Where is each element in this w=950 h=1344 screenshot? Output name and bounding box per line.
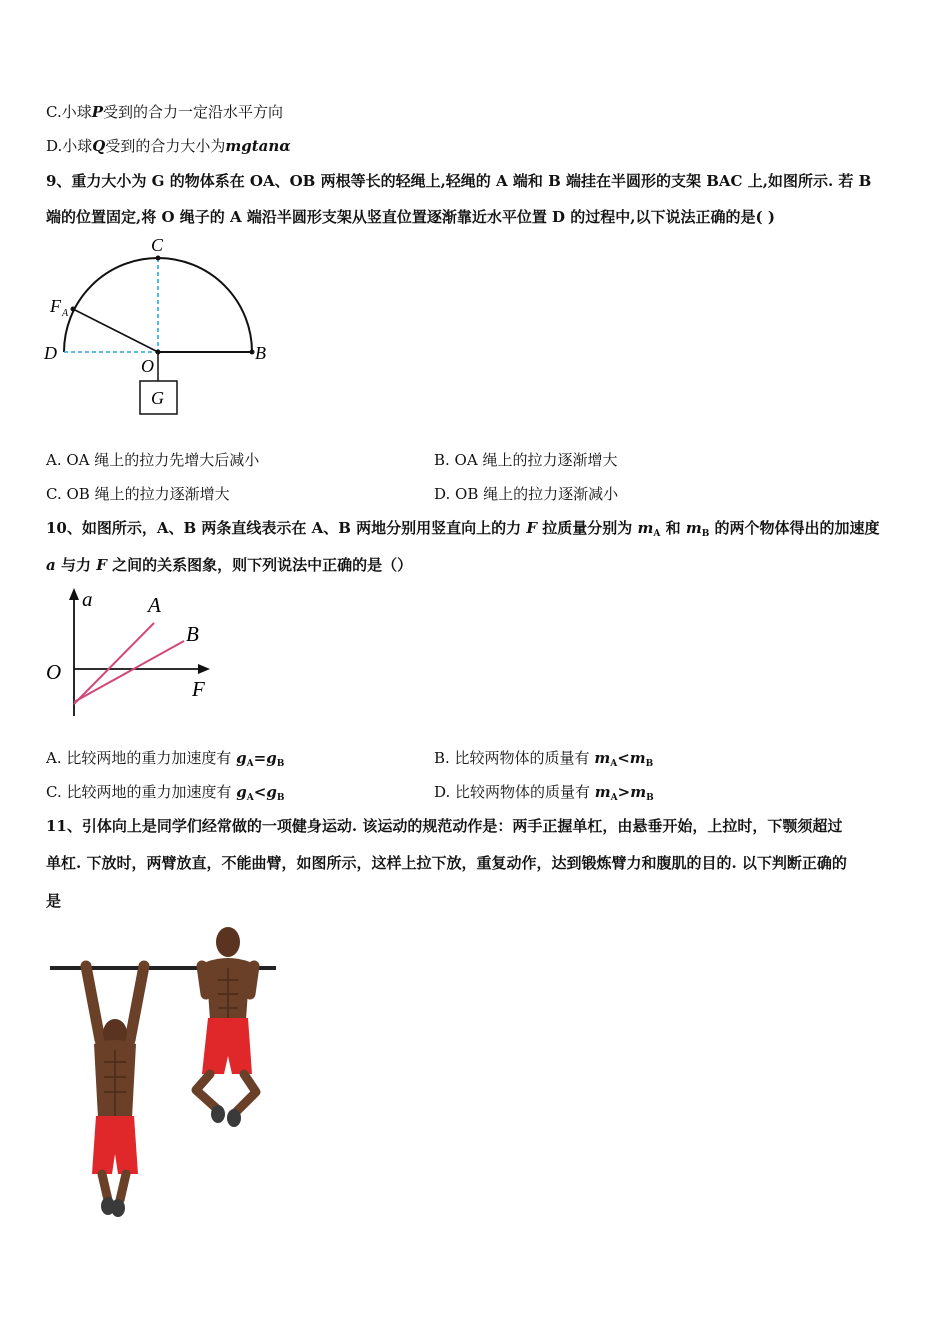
label-f: F: [50, 296, 61, 316]
point-o: [156, 350, 161, 355]
point-a: [71, 307, 76, 312]
label-g: G: [151, 388, 164, 408]
figure-pulled-up: [196, 927, 256, 1127]
q10-option-d[interactable]: D. 比较两物体的质量有 $m_A>m_B$: [434, 783, 654, 803]
q9-option-d[interactable]: D. OB 绳上的拉力逐渐减小: [434, 485, 619, 503]
figure-hanging: [86, 966, 144, 1217]
label-d: D: [44, 343, 57, 363]
label-b: B: [255, 343, 266, 363]
x-axis-arrow: [198, 664, 210, 674]
q10-a-f-graph: [40, 584, 220, 724]
label-a-axis: a: [82, 587, 93, 611]
q10-stem-line2: a 与力 F 之间的关系图象，则下列说法中正确的是（）: [46, 556, 413, 574]
q8-option-d: D.小球Q受到的合力大小为mgtanα: [46, 137, 291, 155]
q9-stem-line1: 9、重力大小为 G 的物体系在 OA、OB 两根等长的轻绳上,轻绳的 A 端和 B 端挂在半圆形的支架 BAC 上,如图所示. 若 B: [46, 172, 872, 190]
q9-option-a[interactable]: A. OA 绳上的拉力先增大后减小: [46, 451, 260, 469]
q9-option-b[interactable]: B. OA 绳上的拉力逐渐增大: [434, 451, 618, 469]
q9-stem-line2: 端的位置固定,将 O 绳子的 A 端沿半圆形支架从竖直位置逐渐靠近水平位置 D 的过程中,以下说法正确的是( ): [46, 208, 775, 226]
label-origin: O: [46, 660, 62, 684]
label-c: C: [151, 235, 164, 255]
label-f-sub: A: [62, 308, 69, 319]
point-c: [156, 256, 161, 261]
q11-pullup-photo: [46, 922, 282, 1218]
y-axis-arrow: [69, 588, 79, 600]
label-line-a: A: [148, 593, 161, 617]
label-o: O: [141, 356, 154, 376]
q11-stem-line3: 是: [46, 892, 62, 910]
point-b: [250, 350, 255, 355]
label-line-b: B: [186, 622, 199, 646]
q9-option-c[interactable]: C. OB 绳上的拉力逐渐增大: [46, 485, 230, 503]
q8-option-c: C.小球P受到的合力一定沿水平方向: [46, 103, 284, 121]
line-b: [74, 641, 184, 702]
q10-stem-line1: 10、如图所示，A、B 两条直线表示在 A、B 两地分别用竖直向上的力 F 拉质量分别为 $m_A$ 和 $m_B$ 的两个物体得出的加速度: [46, 519, 880, 539]
q11-stem-line1: 11、引体向上是同学们经常做的一项健身运动. 该运动的规范动作是：两手正握单杠，由悬垂开始，上拉时，下颚须超过: [46, 817, 843, 835]
q10-option-b[interactable]: B. 比较两物体的质量有 $m_A<m_B$: [434, 749, 654, 769]
q10-option-c[interactable]: C. 比较两地的重力加速度有 $g_A<g_B$: [46, 783, 285, 803]
q9-semicircle-figure: [40, 232, 290, 422]
rope-oa: [73, 309, 158, 352]
q10-option-a[interactable]: A. 比较两地的重力加速度有 $g_A=g_B$: [46, 749, 285, 769]
q11-stem-line2: 单杠. 下放时，两臂放直，不能曲臂，如图所示，这样上拉下放，重复动作，达到锻炼臂力和腹肌的目的. 以下判断正确的: [46, 854, 847, 872]
label-f-axis: F: [192, 677, 205, 701]
